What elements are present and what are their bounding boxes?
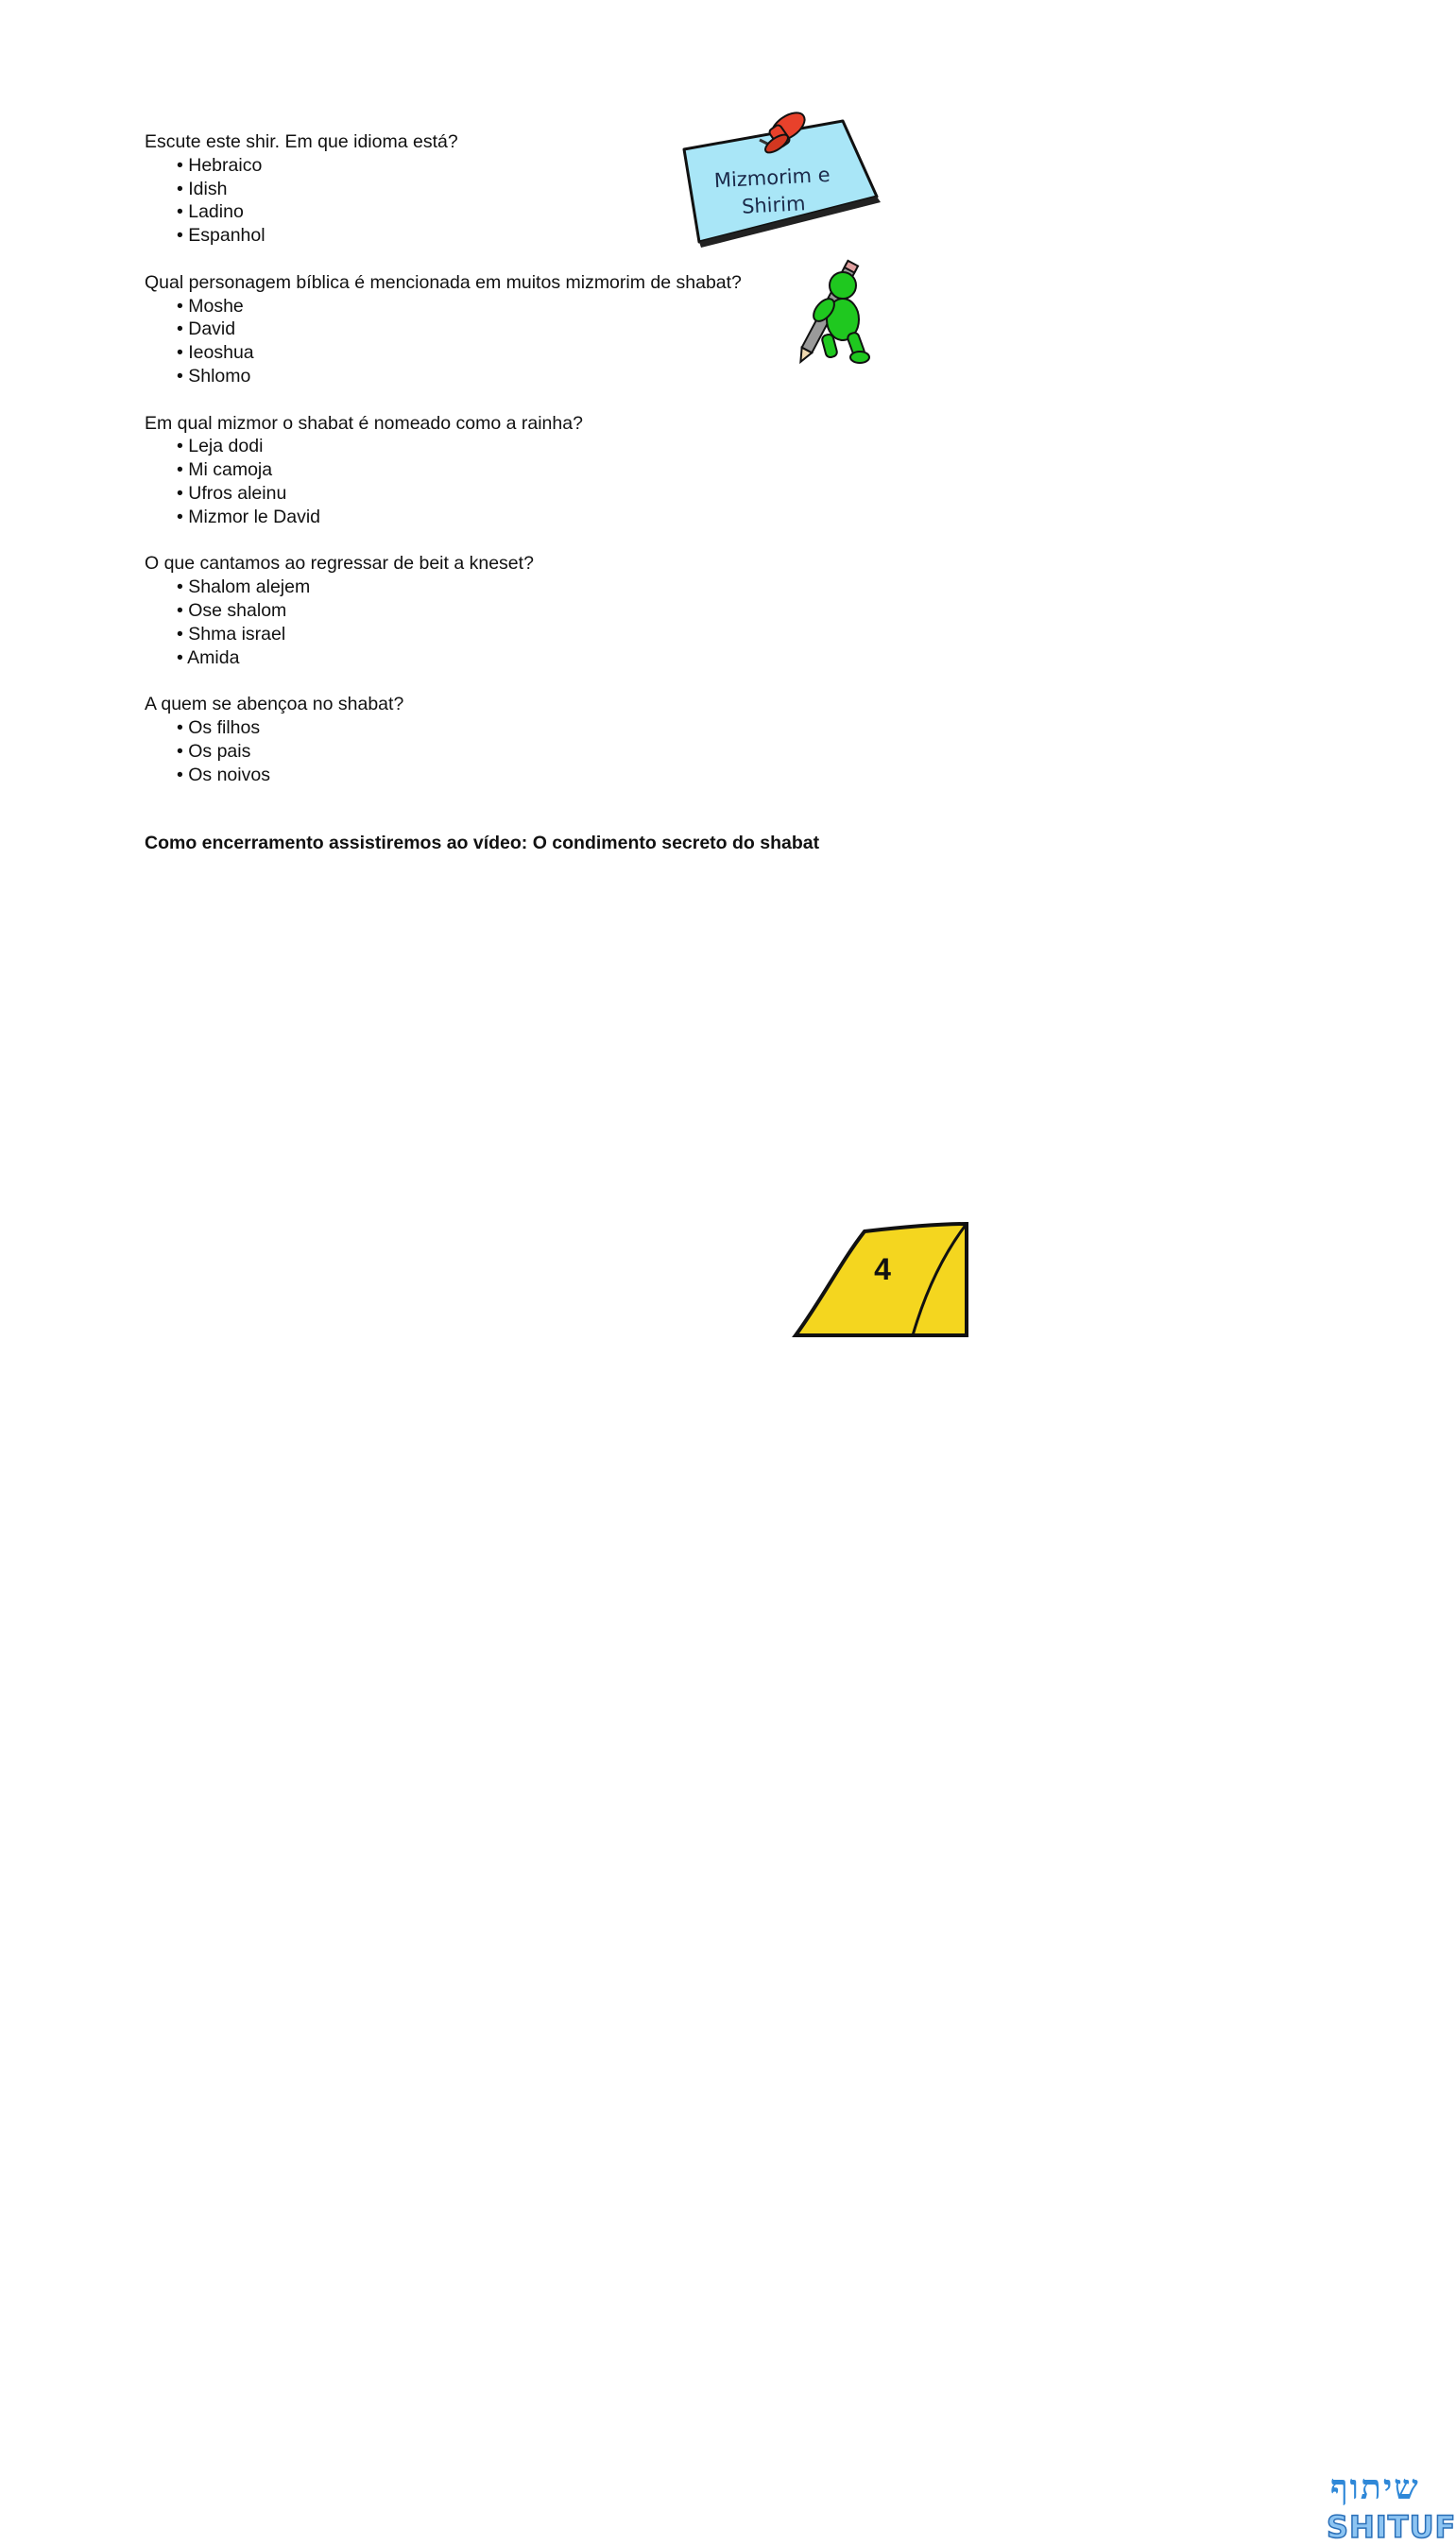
answer-option: • Hebraico xyxy=(177,154,263,176)
answer-option: • Mizmor le David xyxy=(177,506,321,527)
answer-option: • David xyxy=(177,318,236,340)
answer-option: • Shlomo xyxy=(177,365,251,387)
logo-hebrew: שיתוף xyxy=(1330,2468,1420,2507)
shituf-logo xyxy=(661,1233,1456,2545)
note-title-line: Shirim xyxy=(741,192,807,218)
closing-statement: Como encerramento assistiremos ao vídeo: O condimento secreto do shabat xyxy=(145,833,820,853)
logo-latin: SHITUF xyxy=(1327,2509,1456,2545)
note-title xyxy=(696,161,850,223)
answer-option: • Os pais xyxy=(177,740,251,762)
page-number: 4 xyxy=(874,1252,891,1286)
answer-option: • Mi camoja xyxy=(177,459,273,481)
answer-option: • Ufros aleinu xyxy=(177,482,287,504)
answer-option: • Espanhol xyxy=(177,225,266,247)
question-block-5 xyxy=(145,693,806,786)
answer-option: • Amida xyxy=(177,646,240,668)
answer-option: • Idish xyxy=(177,178,228,199)
question-block-4 xyxy=(145,552,806,669)
answer-option: • Shma israel xyxy=(177,623,286,645)
answer-option: • Leja dodi xyxy=(177,436,264,457)
answer-option: • Ladino xyxy=(177,201,244,223)
question-block-2 xyxy=(145,271,806,388)
question-text: Qual personagem bíblica é mencionada em muitos mizmorim de shabat? xyxy=(145,271,742,293)
answer-option: • Shalom alejem xyxy=(177,576,311,598)
answer-option: • Moshe xyxy=(177,295,244,317)
answer-option: • Ieoshua xyxy=(177,342,254,364)
question-text: Em qual mizmor o shabat é nomeado como a rainha? xyxy=(145,412,583,434)
question-text: O que cantamos ao regressar de beit a kneset? xyxy=(145,553,534,575)
note-title-line: Mizmorim e xyxy=(713,163,831,193)
answer-option: • Os noivos xyxy=(177,764,270,785)
pencil-figure-icon xyxy=(784,255,879,373)
question-text: A quem se abençoa no shabat? xyxy=(145,694,404,715)
question-text: Escute este shir. Em que idioma está? xyxy=(145,131,458,152)
answer-option: • Ose shalom xyxy=(177,599,287,621)
question-block-3 xyxy=(145,412,806,529)
answer-option: • Os filhos xyxy=(177,716,261,738)
